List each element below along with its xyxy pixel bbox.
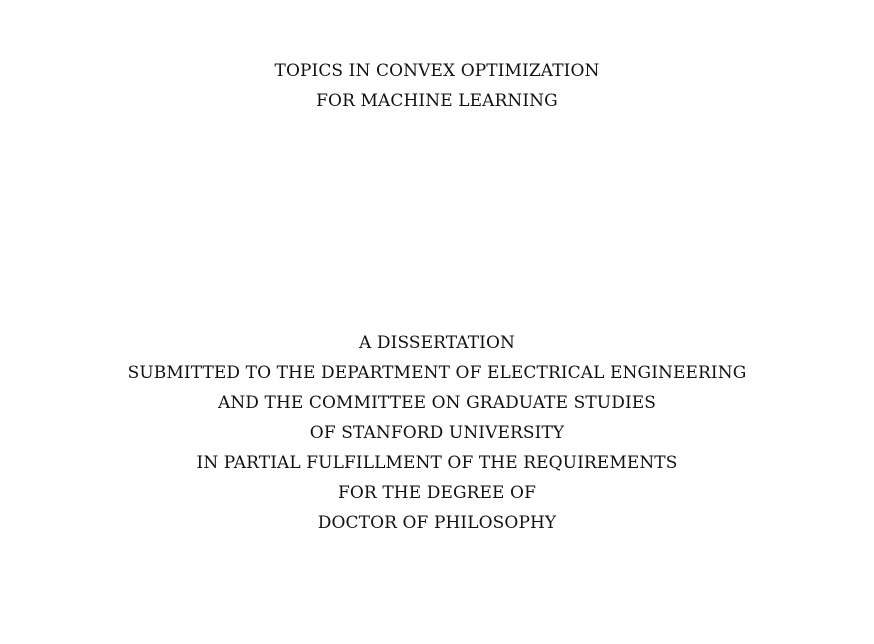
dissertation-title xyxy=(0,56,874,116)
submission-line-6: FOR THE DEGREE OF xyxy=(338,483,536,503)
title-line-2: FOR MACHINE LEARNING xyxy=(316,91,558,111)
submission-line-2: SUBMITTED TO THE DEPARTMENT OF ELECTRICAL ENGINEERING xyxy=(127,363,747,383)
submission-line-1: A DISSERTATION xyxy=(359,333,515,353)
title-line-1: TOPICS IN CONVEX OPTIMIZATION xyxy=(274,61,600,81)
submission-line-3: AND THE COMMITTEE ON GRADUATE STUDIES xyxy=(217,393,657,413)
submission-line-5: IN PARTIAL FULFILLMENT OF THE REQUIREMENTS xyxy=(196,453,678,473)
submission-line-4: OF STANFORD UNIVERSITY xyxy=(309,423,565,443)
submission-line-7: DOCTOR OF PHILOSOPHY xyxy=(317,513,557,533)
submission-statement xyxy=(0,328,874,538)
